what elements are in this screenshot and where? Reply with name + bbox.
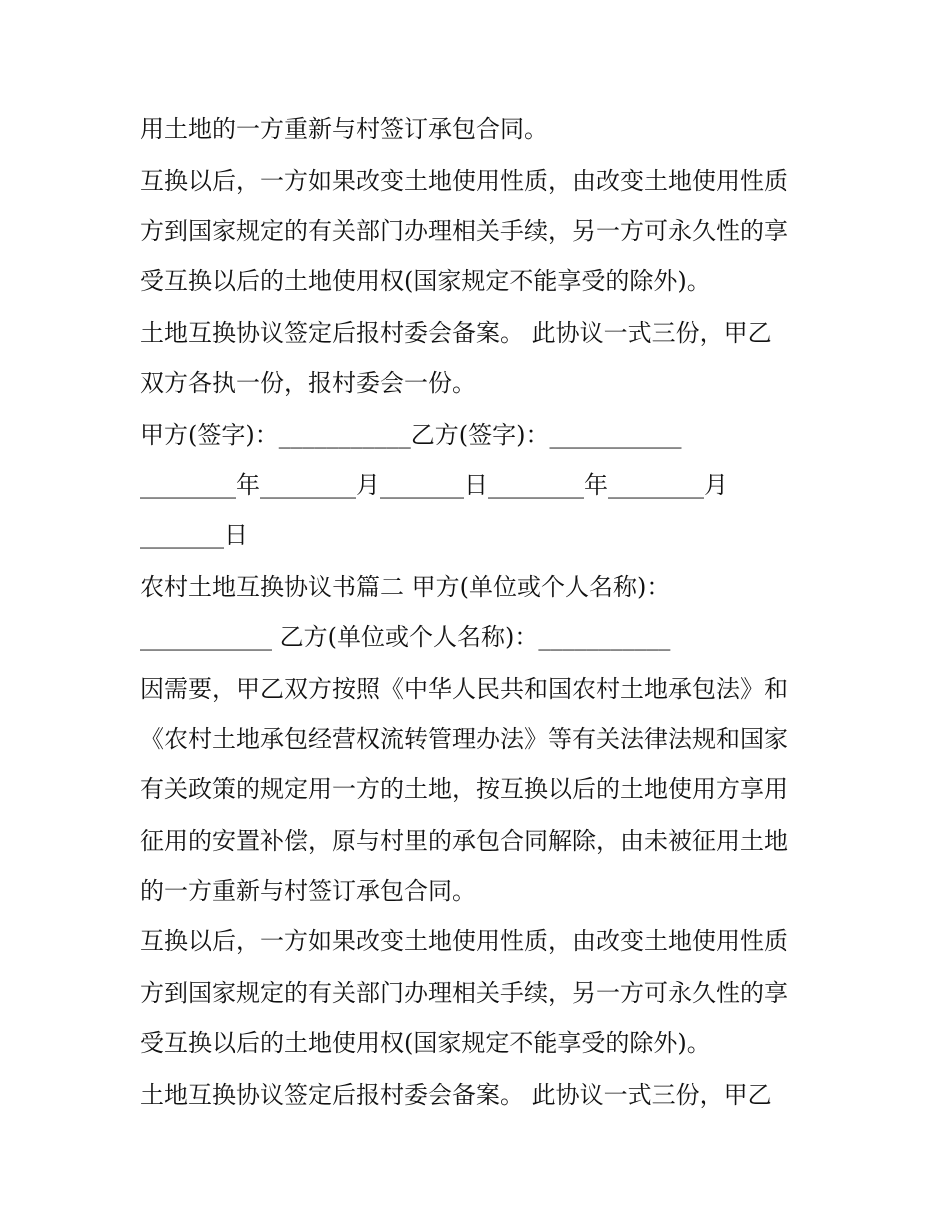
date-line: _______日 xyxy=(140,521,248,549)
text-line: 方到国家规定的有关部门办理相关手续，另一方可永久性的享 xyxy=(140,217,788,245)
date-line: ________年________月_______日________年________月 xyxy=(140,471,728,499)
text-line: 互换以后，一方如果改变土地使用性质，由改变土地使用性质 xyxy=(140,927,788,955)
text-line: 征用的安置补偿，原与村里的承包合同解除，由未被征用土地 xyxy=(140,827,788,855)
text-line: 方到国家规定的有关部门办理相关手续，另一方可永久性的享 xyxy=(140,979,788,1007)
text-line: 用土地的一方重新与村签订承包合同。 xyxy=(140,115,548,143)
section-heading-line: 农村土地互换协议书篇二 甲方(单位或个人名称)： xyxy=(140,573,671,601)
text-line: 《农村土地承包经营权流转管理办法》等有关法律法规和国家 xyxy=(140,725,788,753)
text-line: 土地互换协议签定后报村委会备案。 此协议一式三份，甲乙 xyxy=(140,319,772,347)
party-line: ___________ 乙方(单位或个人名称)：___________ xyxy=(140,623,671,651)
text-line: 有关政策的规定用一方的土地，按互换以后的土地使用方享用 xyxy=(140,775,788,803)
text-line: 受互换以后的土地使用权(国家规定不能享受的除外)。 xyxy=(140,267,711,295)
text-line: 双方各执一份，报村委会一份。 xyxy=(140,369,476,397)
text-line: 的一方重新与村签订承包合同。 xyxy=(140,877,476,905)
signature-line: 甲方(签字)：___________乙方(签字)：___________ xyxy=(140,421,682,449)
text-line: 土地互换协议签定后报村委会备案。 此协议一式三份，甲乙 xyxy=(140,1081,772,1109)
text-line: 因需要，甲乙双方按照《中华人民共和国农村土地承包法》和 xyxy=(140,675,788,703)
text-line: 互换以后，一方如果改变土地使用性质，由改变土地使用性质 xyxy=(140,167,788,195)
text-line: 受互换以后的土地使用权(国家规定不能享受的除外)。 xyxy=(140,1029,711,1057)
